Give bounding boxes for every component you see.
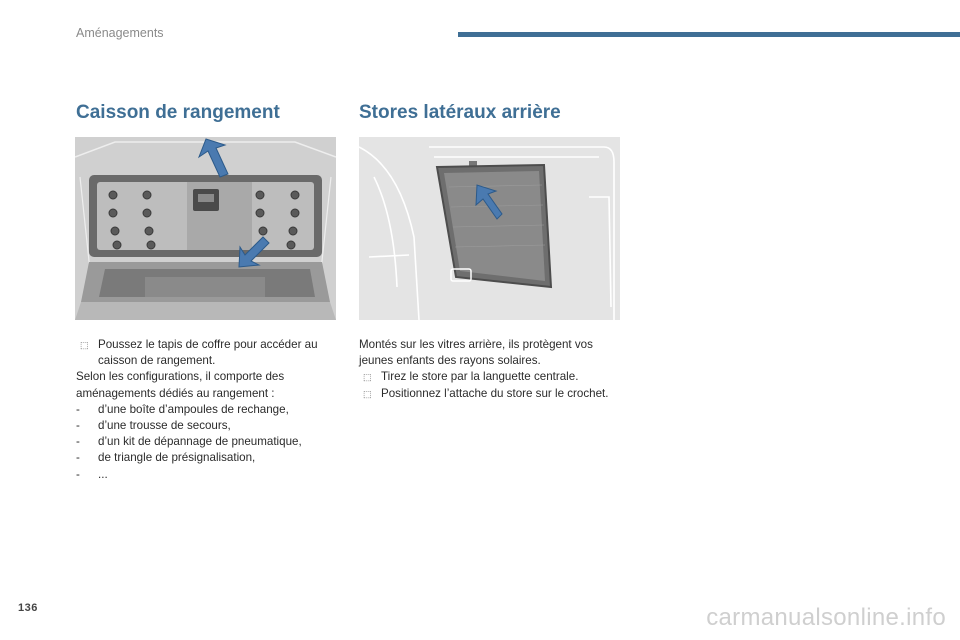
blinds-instruction: ⬚ Positionnez l’attache du store sur le crochet. bbox=[359, 386, 621, 402]
blinds-instruction: ⬚ Tirez le store par la languette centrale. bbox=[359, 369, 621, 385]
watermark: carmanualsonline.info bbox=[706, 604, 946, 631]
header-rule bbox=[458, 32, 960, 37]
storage-intro: Selon les configurations, il comporte des aménagements dédiés au rangement : bbox=[76, 370, 285, 400]
list-item: - d’un kit de dépannage de pneumatique, bbox=[76, 435, 302, 449]
storage-instruction bbox=[76, 337, 338, 369]
section-title-blinds: Stores latéraux arrière bbox=[359, 102, 561, 123]
rear-side-blind-illustration bbox=[359, 137, 620, 320]
list-item: - ... bbox=[76, 467, 108, 481]
checkbox-bullet-icon: ⬚ bbox=[363, 372, 372, 383]
chapter-title: Aménagements bbox=[76, 26, 164, 40]
storage-compartment-drawing bbox=[75, 137, 336, 320]
checkbox-bullet-icon: ⬚ bbox=[363, 388, 372, 399]
blinds-intro: Montés sur les vitres arrière, ils protègent vos jeunes enfants des rayons solaires. bbox=[359, 338, 593, 368]
section-title-storage: Caisson de rangement bbox=[76, 102, 280, 123]
rear-blind-drawing bbox=[359, 137, 620, 320]
storage-instruction-text: Poussez le tapis de coffre pour accéder au caisson de rangement. bbox=[98, 338, 318, 368]
storage-text bbox=[76, 337, 338, 483]
page-number: 136 bbox=[18, 602, 38, 614]
list-item: - d’une trousse de secours, bbox=[76, 419, 231, 433]
checkbox-bullet-icon: ⬚ bbox=[80, 340, 89, 350]
list-item: - de triangle de présignalisation, bbox=[76, 451, 256, 465]
storage-compartment-illustration bbox=[75, 137, 336, 320]
list-item: - d’une boîte d’ampoules de rechange, bbox=[76, 402, 289, 416]
blinds-text bbox=[359, 337, 621, 402]
